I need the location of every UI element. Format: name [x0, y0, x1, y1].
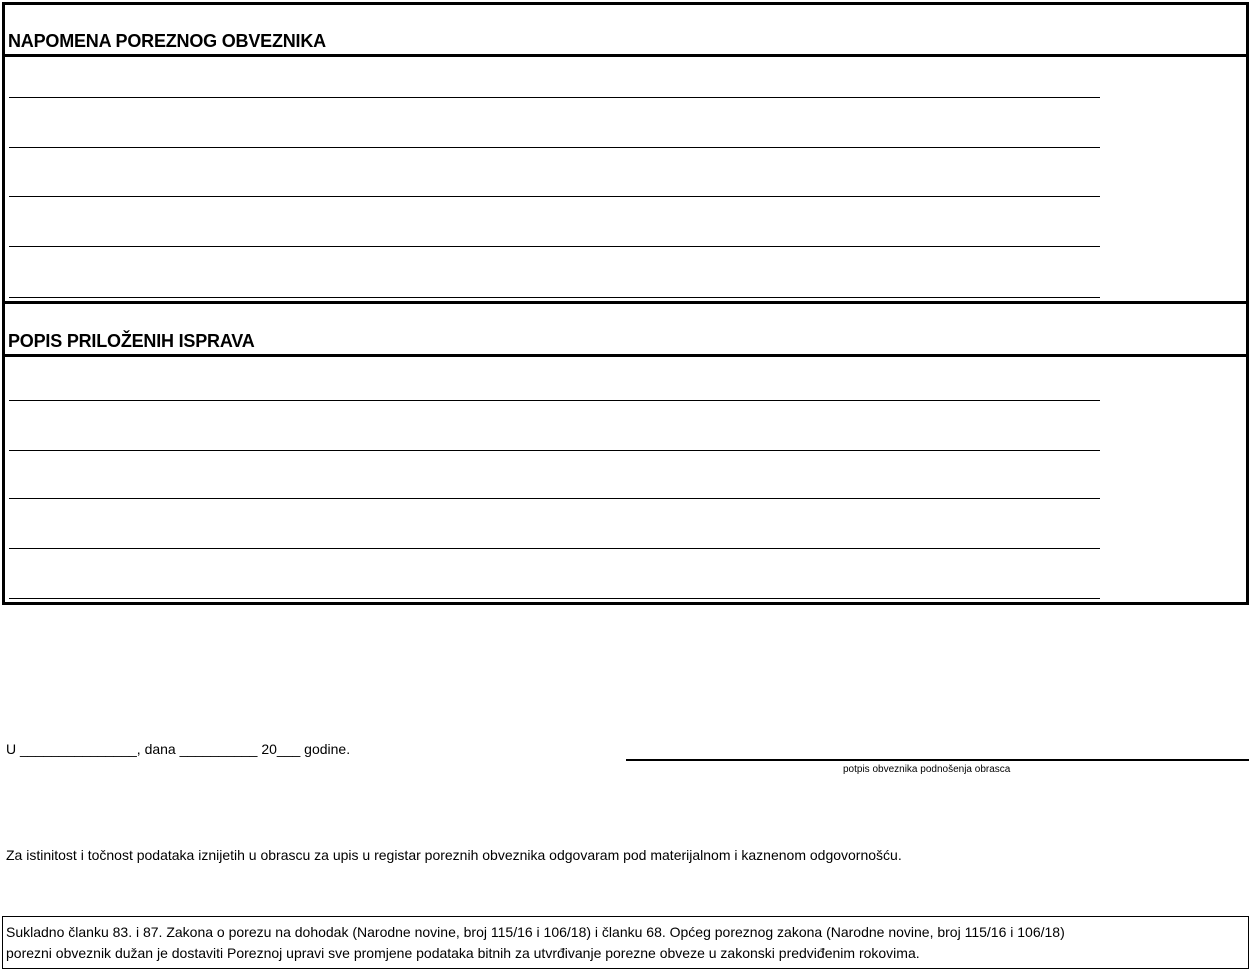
- documents-line-5[interactable]: [9, 598, 1100, 599]
- documents-line-1[interactable]: [9, 400, 1100, 401]
- documents-line-3[interactable]: [9, 498, 1100, 499]
- note-line-1[interactable]: [9, 97, 1100, 98]
- note-line-3[interactable]: [9, 196, 1100, 197]
- documents-line-2[interactable]: [9, 450, 1100, 451]
- section-header: [5, 304, 1246, 357]
- note-line-5[interactable]: [9, 297, 1100, 298]
- documents-line-4[interactable]: [9, 548, 1100, 549]
- section-header: [5, 5, 1246, 57]
- signature-line[interactable]: [626, 759, 1249, 761]
- legal-note-box: [2, 916, 1249, 969]
- place-date-field[interactable]: U _______________, dana __________ 20___ godine.: [6, 741, 351, 757]
- signature-caption: potpis obveznika podnošenja obrasca: [843, 764, 1011, 775]
- legal-note-line: Sukladno članku 83. i 87. Zakona o porezu na dohodak (Narodne novine, broj 115/16 i 106/18) i članku 68. Općeg poreznog zakona (Narodne novine, broj 115/16 i 106/18): [6, 924, 1065, 940]
- note-line-4[interactable]: [9, 246, 1100, 247]
- taxpayer-note-section: [2, 2, 1249, 304]
- attached-documents-section: [2, 301, 1249, 605]
- section-title: POPIS PRILOŽENIH ISPRAVA: [8, 331, 255, 351]
- declaration-text: Za istinitost i točnost podataka iznijetih u obrascu za upis u registar poreznih obveznika odgovaram pod materijalnom i kaznenom odgovornošću.: [6, 847, 902, 863]
- section-title: NAPOMENA POREZNOG OBVEZNIKA: [8, 31, 326, 51]
- legal-note-line: porezni obveznik dužan je dostaviti Poreznoj upravi sve promjene podataka bitnih za utvrđivanje porezne obveze u zakonski predviđenim rokovima.: [6, 945, 920, 961]
- note-line-2[interactable]: [9, 147, 1100, 148]
